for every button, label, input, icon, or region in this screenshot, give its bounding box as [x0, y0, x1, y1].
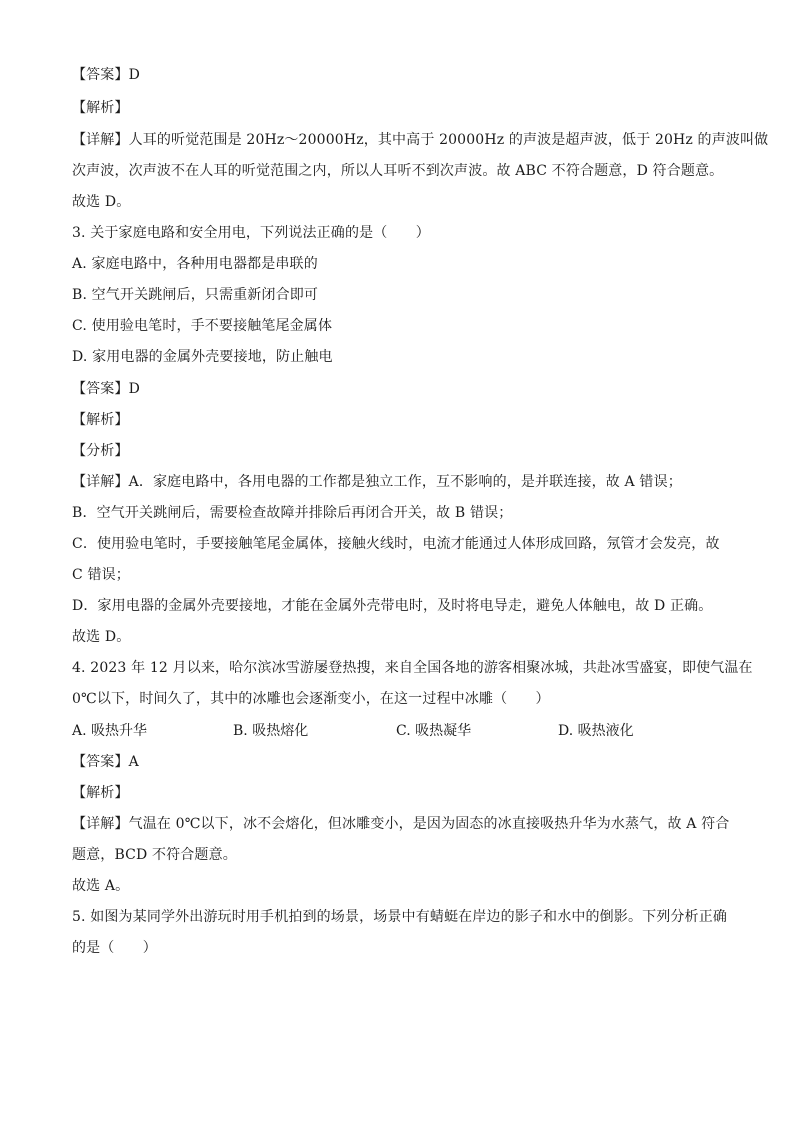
explanation-q3-c-line-1: C．使用验电笔时，手要接触笔尾金属体，接触火线时，电流才能通过人体形成回路，氖管才会发亮，故: [72, 536, 720, 552]
conclusion-q2: 故选 D。: [72, 194, 131, 210]
question-4-stem-line-2: 0℃以下，时间久了，其中的冰雕也会逐渐变小，在这一过程中冰雕（ ）: [72, 691, 550, 707]
answer-label-q2: 【答案】D: [72, 67, 140, 83]
question-4-option-d: D. 吸热液化: [558, 723, 634, 739]
explanation-q3-b: B．空气开关跳闸后，需要检查故障并排除后再闭合开关，故 B 错误；: [72, 505, 513, 521]
analysis-sub-label-q3: 【分析】: [72, 443, 129, 459]
conclusion-q4: 故选 A。: [72, 878, 130, 894]
question-4-option-b: B. 吸热熔化: [233, 723, 309, 739]
question-4-option-c: C. 吸热凝华: [396, 723, 472, 739]
question-4-option-a: A. 吸热升华: [72, 723, 148, 739]
question-5-stem-line-2: 的是（ ）: [72, 940, 157, 956]
explanation-q3-c-line-2: C 错误；: [72, 567, 130, 583]
analysis-label-q2: 【解析】: [72, 100, 129, 116]
explanation-q2-line-2: 次声波，次声波不在人耳的听觉范围之内，所以人耳听不到次声波。故 ABC 不符合题意，D 符合题意。: [72, 163, 724, 179]
question-4-stem-line-1: 4. 2023 年 12 月以来，哈尔滨冰雪游屡登热搜，来自全国各地的游客相聚冰城，共赴冰雪盛宴，即使气温在: [72, 660, 753, 676]
analysis-label-q3: 【解析】: [72, 412, 129, 428]
question-3-option-c: C. 使用验电笔时，手不要接触笔尾金属体: [72, 318, 333, 334]
answer-label-q4: 【答案】A: [72, 754, 139, 770]
explanation-q2-line-1: 【详解】人耳的听觉范围是 20Hz～20000Hz，其中高于 20000Hz 的声波是超声波，低于 20Hz 的声波叫做: [72, 132, 769, 148]
question-3-option-d: D. 家用电器的金属外壳要接地，防止触电: [72, 349, 333, 365]
answer-label-q3: 【答案】D: [72, 381, 140, 397]
explanation-q3-d: D．家用电器的金属外壳要接地，才能在金属外壳带电时，及时将电导走，避免人体触电，故 D 正确。: [72, 598, 713, 614]
explanation-q3-a: 【详解】A．家庭电路中，各用电器的工作都是独立工作，互不影响的，是并联连接，故 A 错误；: [72, 474, 682, 490]
explanation-q4-line-1: 【详解】气温在 0℃以下，冰不会熔化，但冰雕变小，是因为固态的冰直接吸热升华为水蒸气，故 A 符合: [72, 816, 730, 832]
question-3-option-a: A. 家庭电路中，各种用电器都是串联的: [72, 256, 318, 272]
question-3-stem: 3. 关于家庭电路和安全用电，下列说法正确的是（ ）: [72, 225, 430, 241]
question-5-stem-line-1: 5. 如图为某同学外出游玩时用手机拍到的场景，场景中有蜻蜓在岸边的影子和水中的倒影。下列分析正确: [72, 909, 728, 925]
conclusion-q3: 故选 D。: [72, 629, 131, 645]
question-3-option-b: B. 空气开关跳闸后，只需重新闭合即可: [72, 287, 319, 303]
explanation-q4-line-2: 题意，BCD 不符合题意。: [72, 847, 237, 863]
analysis-label-q4: 【解析】: [72, 785, 129, 801]
